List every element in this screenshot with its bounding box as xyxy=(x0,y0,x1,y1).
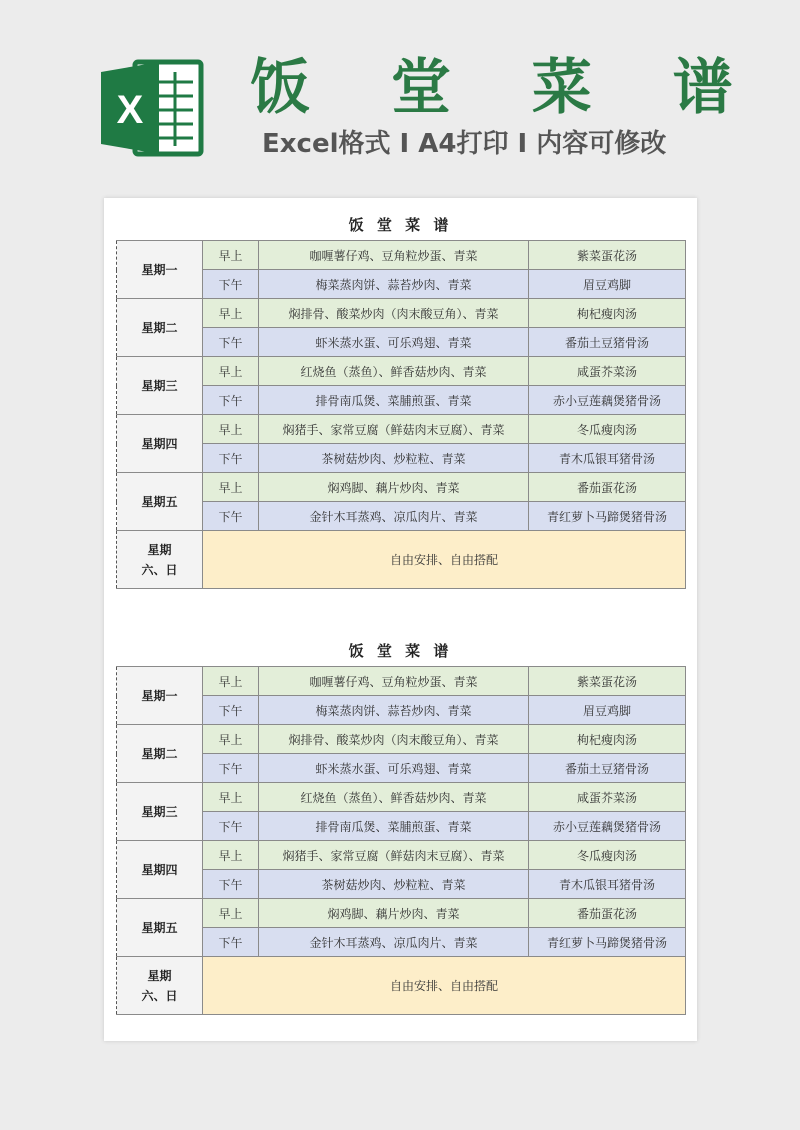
day-cell-weekend xyxy=(117,957,203,1015)
document-page xyxy=(104,198,697,1041)
day-cell: 星期四 xyxy=(117,841,203,899)
weekend-label-line2: 六、日 xyxy=(141,562,178,577)
day-cell: 星期一 xyxy=(117,667,203,725)
soup-cell: 紫菜蛋花汤 xyxy=(529,667,686,696)
slot-cell: 下午 xyxy=(203,928,259,957)
dish-cell: 梅菜蒸肉饼、蒜苔炒肉、青菜 xyxy=(259,696,529,725)
table-row xyxy=(117,870,686,899)
weekend-plan-cell: 自由安排、自由搭配 xyxy=(203,531,686,589)
dish-cell: 排骨南瓜煲、菜脯煎蛋、青菜 xyxy=(259,812,529,841)
soup-cell: 番茄土豆猪骨汤 xyxy=(529,328,686,357)
slot-cell: 早上 xyxy=(203,357,259,386)
dish-cell: 金针木耳蒸鸡、凉瓜肉片、青菜 xyxy=(259,928,529,957)
menu-title: 饭 堂 菜 谱 xyxy=(348,642,453,660)
table-row xyxy=(117,299,686,328)
dish-cell: 焖猪手、家常豆腐（鲜菇肉末豆腐）、青菜 xyxy=(259,841,529,870)
table-row xyxy=(117,415,686,444)
soup-cell: 番茄蛋花汤 xyxy=(529,473,686,502)
weekend-plan-cell: 自由安排、自由搭配 xyxy=(203,957,686,1015)
dish-cell: 焖排骨、酸菜炒肉（肉末酸豆角）、青菜 xyxy=(259,299,529,328)
slot-cell: 下午 xyxy=(203,696,259,725)
slot-cell: 早上 xyxy=(203,841,259,870)
table-row xyxy=(117,667,686,696)
menu-sheet-1 xyxy=(116,210,685,589)
table-row xyxy=(117,783,686,812)
slot-cell: 早上 xyxy=(203,473,259,502)
dish-cell: 茶树菇炒肉、炒粒粒、青菜 xyxy=(259,444,529,473)
menu-table xyxy=(116,666,686,1015)
table-row xyxy=(117,270,686,299)
soup-cell: 眉豆鸡脚 xyxy=(529,696,686,725)
weekend-label-line1: 星期 xyxy=(147,968,172,983)
table-row xyxy=(117,841,686,870)
dish-cell: 焖鸡脚、藕片炒肉、青菜 xyxy=(259,899,529,928)
table-row xyxy=(117,725,686,754)
weekend-label-line1: 星期 xyxy=(147,542,172,557)
page-title: 饭 堂 菜 谱 xyxy=(250,53,763,123)
table-row xyxy=(117,473,686,502)
dish-cell: 红烧鱼（蒸鱼）、鲜香菇炒肉、青菜 xyxy=(259,357,529,386)
slot-cell: 下午 xyxy=(203,754,259,783)
table-row xyxy=(117,357,686,386)
soup-cell: 番茄土豆猪骨汤 xyxy=(529,754,686,783)
soup-cell: 青木瓜银耳猪骨汤 xyxy=(529,444,686,473)
day-cell: 星期五 xyxy=(117,473,203,531)
soup-cell: 冬瓜瘦肉汤 xyxy=(529,415,686,444)
day-cell: 星期五 xyxy=(117,899,203,957)
table-row xyxy=(117,444,686,473)
slot-cell: 早上 xyxy=(203,299,259,328)
slot-cell: 下午 xyxy=(203,386,259,415)
slot-cell: 下午 xyxy=(203,328,259,357)
menu-table xyxy=(116,240,686,589)
day-cell: 星期一 xyxy=(117,241,203,299)
dish-cell: 焖鸡脚、藕片炒肉、青菜 xyxy=(259,473,529,502)
dish-cell: 茶树菇炒肉、炒粒粒、青菜 xyxy=(259,870,529,899)
day-cell: 星期三 xyxy=(117,357,203,415)
dish-cell: 咖喱薯仔鸡、豆角粒炒蛋、青菜 xyxy=(259,241,529,270)
slot-cell: 下午 xyxy=(203,502,259,531)
table-row-weekend xyxy=(117,531,686,589)
dish-cell: 焖排骨、酸菜炒肉（肉末酸豆角）、青菜 xyxy=(259,725,529,754)
slot-cell: 早上 xyxy=(203,415,259,444)
slot-cell: 早上 xyxy=(203,667,259,696)
dish-cell: 排骨南瓜煲、菜脯煎蛋、青菜 xyxy=(259,386,529,415)
table-row xyxy=(117,928,686,957)
logo-letter: X xyxy=(116,88,144,132)
menu-title: 饭 堂 菜 谱 xyxy=(348,216,453,234)
weekend-label-line2: 六、日 xyxy=(141,988,178,1003)
slot-cell: 早上 xyxy=(203,899,259,928)
soup-cell: 咸蛋芥菜汤 xyxy=(529,357,686,386)
slot-cell: 下午 xyxy=(203,444,259,473)
table-row xyxy=(117,502,686,531)
soup-cell: 冬瓜瘦肉汤 xyxy=(529,841,686,870)
slot-cell: 下午 xyxy=(203,270,259,299)
day-cell: 星期二 xyxy=(117,725,203,783)
soup-cell: 赤小豆莲藕煲猪骨汤 xyxy=(529,812,686,841)
day-cell-weekend xyxy=(117,531,203,589)
dish-cell: 焖猪手、家常豆腐（鲜菇肉末豆腐）、青菜 xyxy=(259,415,529,444)
slot-cell: 下午 xyxy=(203,812,259,841)
table-row xyxy=(117,812,686,841)
slot-cell: 早上 xyxy=(203,241,259,270)
soup-cell: 眉豆鸡脚 xyxy=(529,270,686,299)
slot-cell: 早上 xyxy=(203,725,259,754)
dish-cell: 红烧鱼（蒸鱼）、鲜香菇炒肉、青菜 xyxy=(259,783,529,812)
table-row xyxy=(117,899,686,928)
table-row xyxy=(117,328,686,357)
table-row-weekend xyxy=(117,957,686,1015)
dish-cell: 虾米蒸水蛋、可乐鸡翅、青菜 xyxy=(259,754,529,783)
day-cell: 星期三 xyxy=(117,783,203,841)
soup-cell: 番茄蛋花汤 xyxy=(529,899,686,928)
dish-cell: 金针木耳蒸鸡、凉瓜肉片、青菜 xyxy=(259,502,529,531)
dish-cell: 梅菜蒸肉饼、蒜苔炒肉、青菜 xyxy=(259,270,529,299)
soup-cell: 青红萝卜马蹄煲猪骨汤 xyxy=(529,928,686,957)
dish-cell: 虾米蒸水蛋、可乐鸡翅、青菜 xyxy=(259,328,529,357)
menu-sheet-2 xyxy=(116,636,685,1015)
dish-cell: 咖喱薯仔鸡、豆角粒炒蛋、青菜 xyxy=(259,667,529,696)
day-cell: 星期四 xyxy=(117,415,203,473)
excel-logo-icon xyxy=(101,58,205,158)
soup-cell: 青红萝卜马蹄煲猪骨汤 xyxy=(529,502,686,531)
page-subtitle: Excel格式 I A4打印 I 内容可修改 xyxy=(262,129,667,159)
soup-cell: 赤小豆莲藕煲猪骨汤 xyxy=(529,386,686,415)
soup-cell: 枸杞瘦肉汤 xyxy=(529,725,686,754)
slot-cell: 下午 xyxy=(203,870,259,899)
slot-cell: 早上 xyxy=(203,783,259,812)
soup-cell: 紫菜蛋花汤 xyxy=(529,241,686,270)
day-cell: 星期二 xyxy=(117,299,203,357)
table-row xyxy=(117,696,686,725)
soup-cell: 枸杞瘦肉汤 xyxy=(529,299,686,328)
table-row xyxy=(117,386,686,415)
soup-cell: 青木瓜银耳猪骨汤 xyxy=(529,870,686,899)
soup-cell: 咸蛋芥菜汤 xyxy=(529,783,686,812)
table-row xyxy=(117,241,686,270)
page-header xyxy=(0,0,800,175)
table-row xyxy=(117,754,686,783)
